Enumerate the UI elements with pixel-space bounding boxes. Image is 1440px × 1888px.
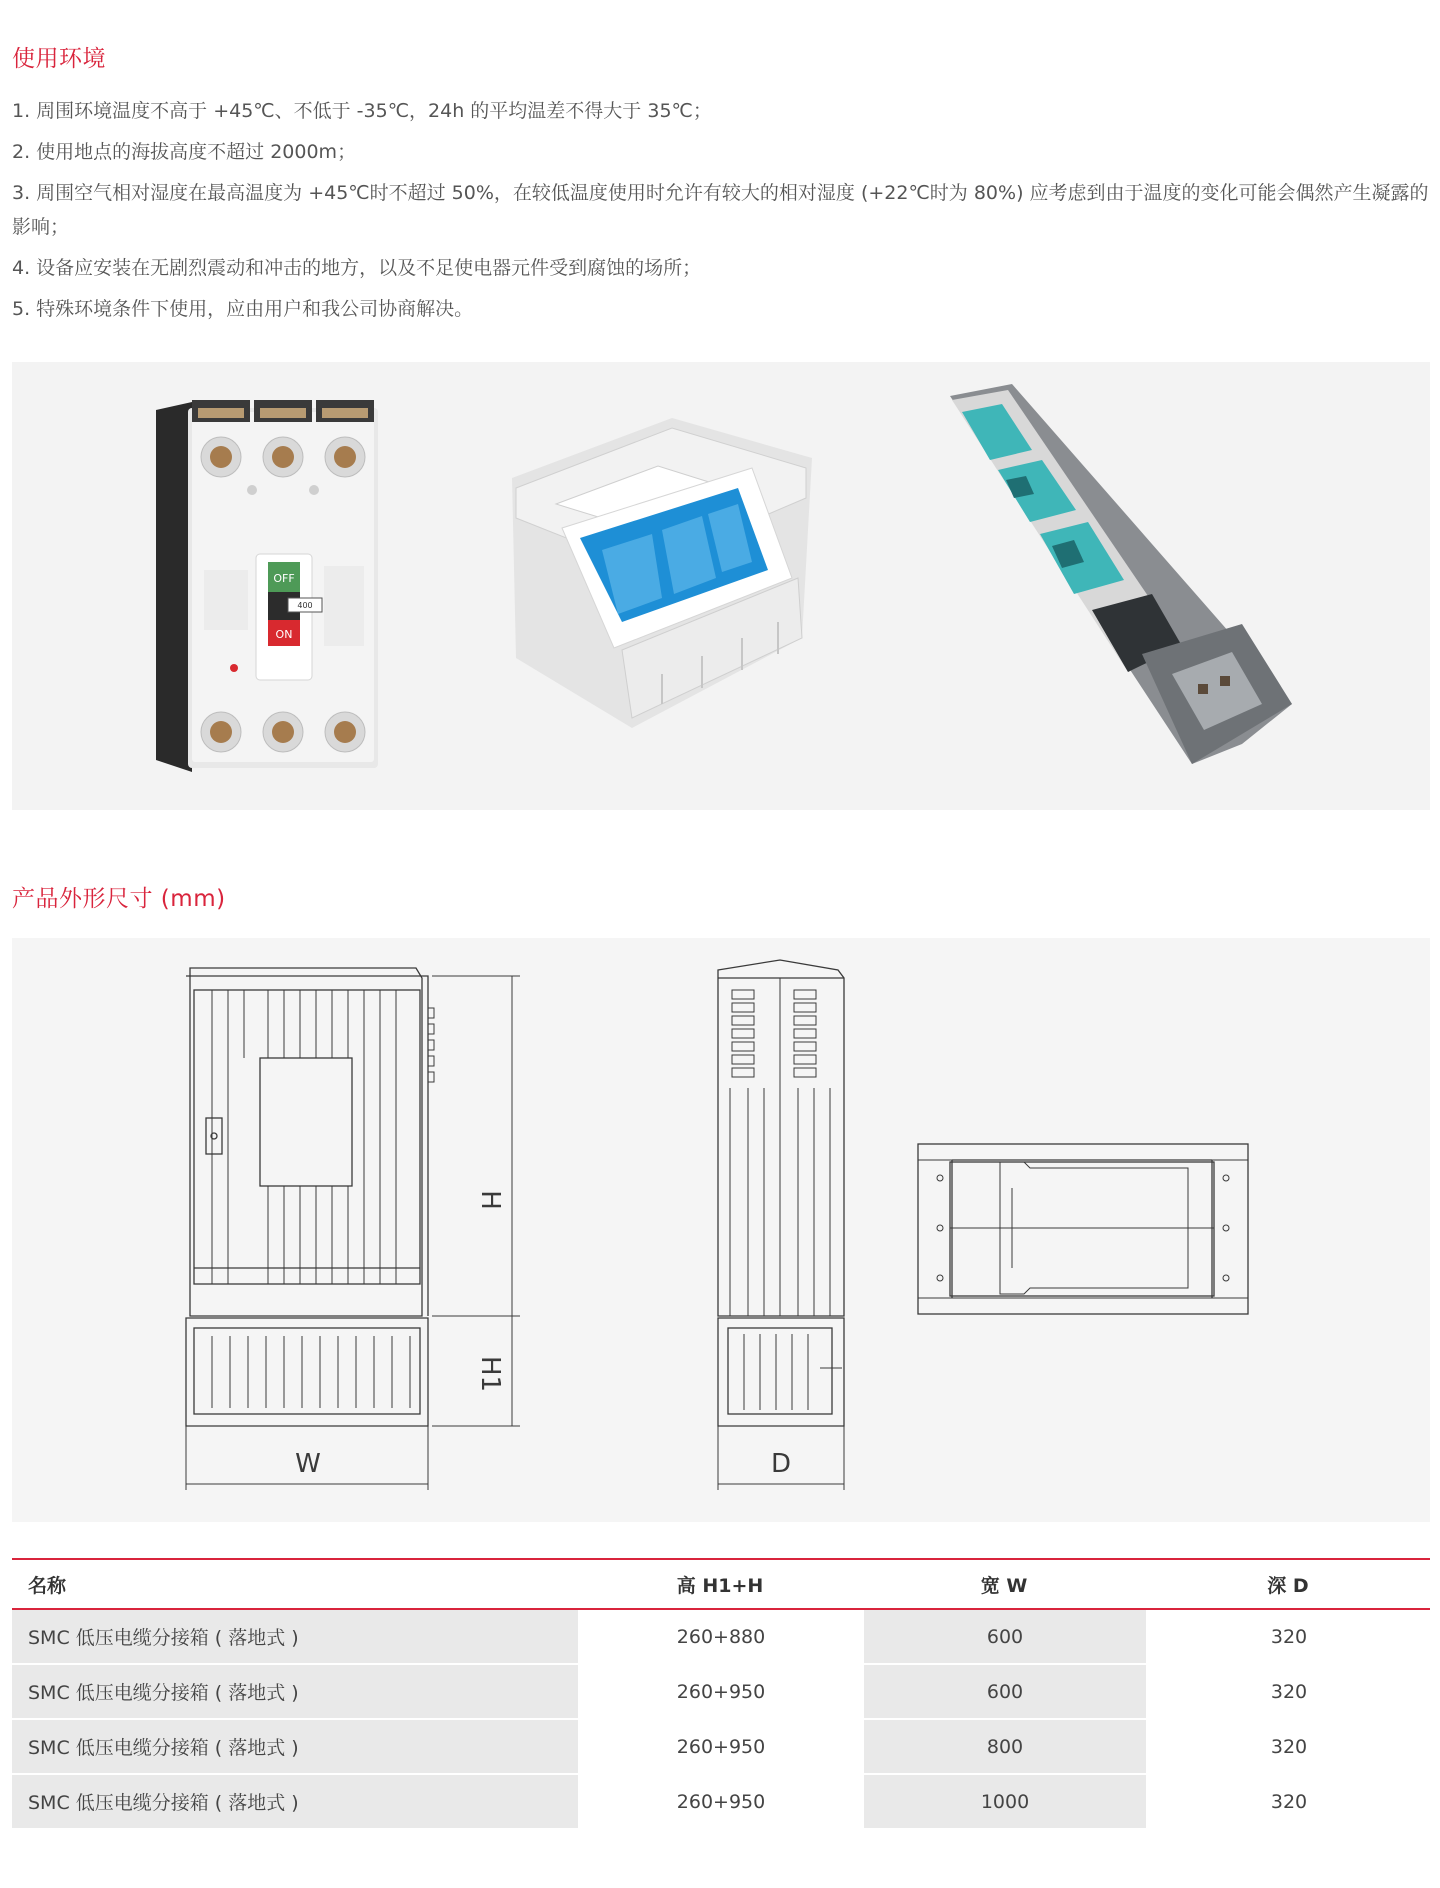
dimension-label-w: W [295,1449,321,1479]
breaker-on-label: ON [275,628,293,641]
cell-height: 260+950 [578,1775,862,1830]
cell-width: 800 [862,1720,1146,1775]
cell-height: 260+950 [578,1665,862,1720]
table-row [12,1610,1430,1665]
cell-width: 600 [862,1665,1146,1720]
dimension-drawing-band [12,938,1430,1522]
cell-depth: 320 [1146,1720,1430,1775]
cell-name: SMC 低压电缆分接箱 ( 落地式 ) [12,1775,578,1830]
cell-height: 260+880 [578,1610,862,1665]
cell-name: SMC 低压电缆分接箱 ( 落地式 ) [12,1610,578,1665]
product-photo-band [12,362,1430,810]
table-row [12,1775,1430,1830]
dimension-label-h: H [475,1190,505,1210]
column-header-depth: 深 D [1146,1558,1430,1610]
breaker-rating-label: 400 [297,601,313,610]
environment-item: 3. 周围空气相对湿度在最高温度为 +45℃时不超过 50%，在较低温度使用时允许有较大的相对湿度 (+22℃时为 80%) 应考虑到由于温度的变化可能会偶然产生凝露的影响； [12,182,1429,238]
table-row [12,1665,1430,1720]
cell-width: 1000 [862,1775,1146,1830]
environment-list [12,94,1430,333]
environment-item: 2. 使用地点的海拔高度不超过 2000m； [12,141,357,163]
cell-depth: 320 [1146,1665,1430,1720]
cell-name: SMC 低压电缆分接箱 ( 落地式 ) [12,1720,578,1775]
environment-item: 4. 设备应安装在无剧烈震动和冲击的地方，以及不足使电器元件受到腐蚀的场所； [12,257,702,279]
cell-depth: 320 [1146,1610,1430,1665]
dimension-label-h1: H1 [475,1355,505,1393]
section-title-dimensions: 产品外形尺寸 (mm) [12,886,226,912]
front-view-drawing [186,968,520,1490]
environment-item: 1. 周围环境温度不高于 +45℃、不低于 -35℃，24h 的平均温差不得大于 35℃； [12,100,712,122]
table-row [12,1720,1430,1775]
strip-fuse-image [942,384,1302,784]
dimension-label-d: D [770,1449,792,1479]
top-view-drawing [918,1144,1248,1314]
column-header-height: 高 H1+H [578,1558,862,1610]
side-view-drawing [718,960,844,1490]
cell-name: SMC 低压电缆分接箱 ( 落地式 ) [12,1665,578,1720]
breaker-off-label: OFF [273,572,295,585]
cell-height: 260+950 [578,1720,862,1775]
column-header-name: 名称 [12,1558,578,1610]
cell-depth: 320 [1146,1775,1430,1830]
dimension-drawings [12,938,1430,1522]
environment-item: 5. 特殊环境条件下使用，应由用户和我公司协商解决。 [12,298,474,320]
fuse-switch-image [502,408,822,738]
table-header-row [12,1558,1430,1610]
dimension-spec-table [12,1558,1430,1830]
cell-width: 600 [862,1610,1146,1665]
circuit-breaker-image [148,400,408,780]
section-title-environment: 使用环境 [12,46,106,72]
column-header-width: 宽 W [862,1558,1146,1610]
